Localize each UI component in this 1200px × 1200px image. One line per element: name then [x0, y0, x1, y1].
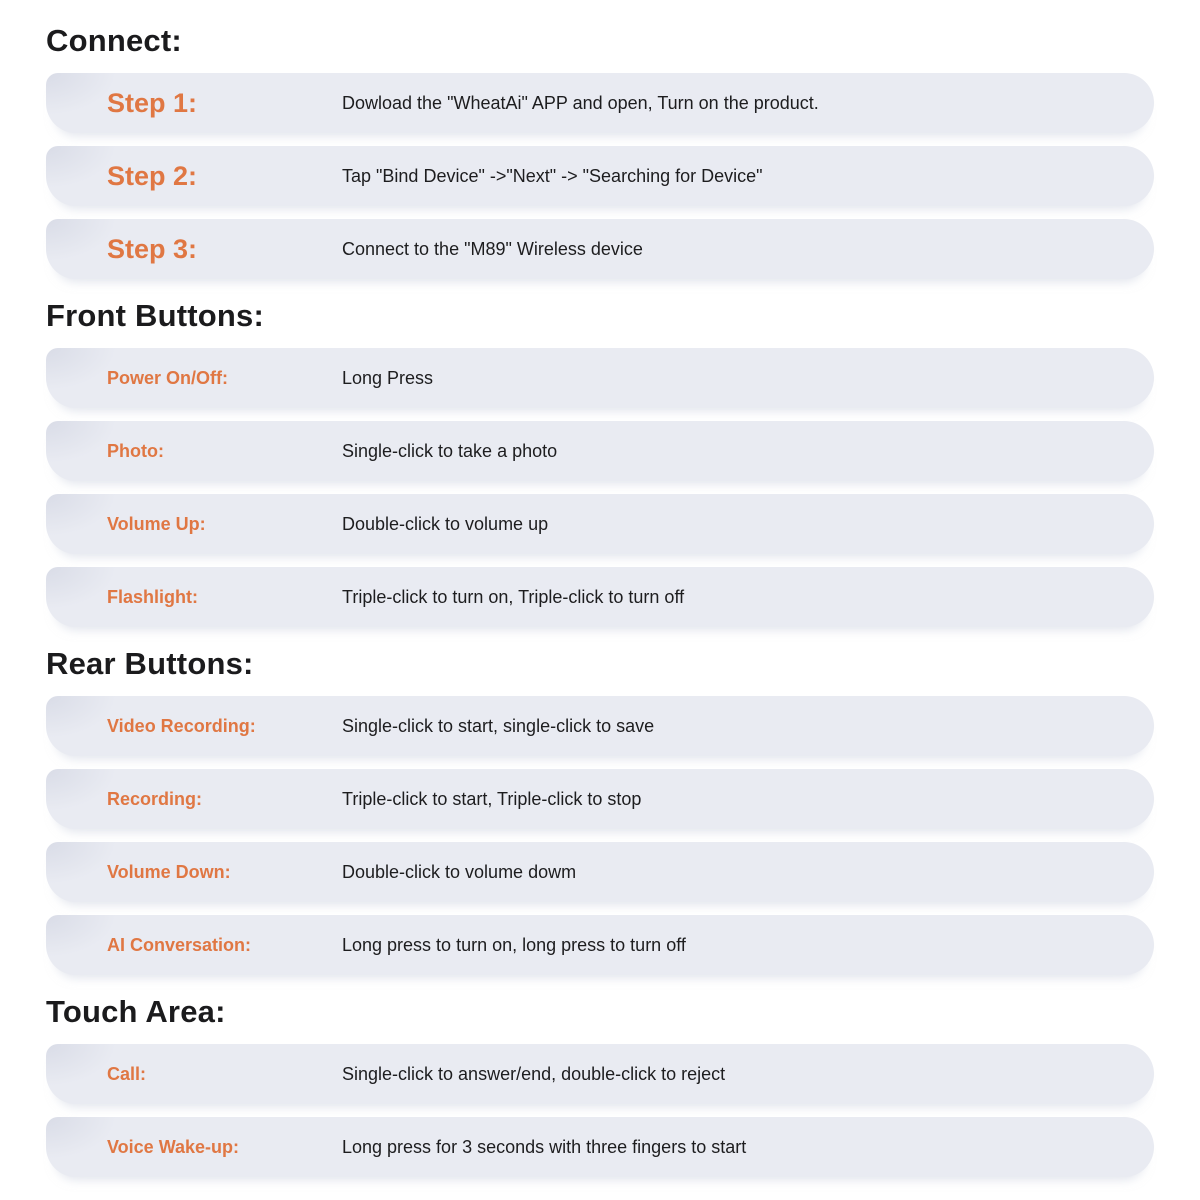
- row-label: Step 3:: [107, 233, 198, 264]
- row-description: Triple-click to start, Triple-click to stop: [342, 788, 642, 809]
- row-label: Volume Up:: [107, 513, 206, 534]
- row-label: Power On/Off:: [107, 367, 228, 388]
- section-touch-area: [46, 995, 1154, 1177]
- row-label: Step 2:: [107, 160, 198, 191]
- row-label: Flashlight:: [107, 586, 198, 607]
- instruction-row: [46, 73, 1154, 133]
- instruction-row: [46, 421, 1154, 481]
- row-description: Dowload the "WheatAi" APP and open, Turn on the product.: [342, 92, 819, 113]
- row-description: Single-click to answer/end, double-click to reject: [342, 1063, 726, 1084]
- row-description: Connect to the "M89" Wireless device: [342, 238, 643, 259]
- section-connect: [46, 24, 1154, 279]
- section-heading: Touch Area:: [46, 994, 226, 1029]
- row-description: Double-click to volume up: [342, 513, 549, 534]
- section-heading: Front Buttons:: [46, 298, 265, 333]
- section-heading: Connect:: [46, 23, 182, 58]
- row-label: Photo:: [107, 440, 164, 461]
- row-description: Long press for 3 seconds with three fingers to start: [342, 1136, 747, 1157]
- instruction-row: [46, 915, 1154, 975]
- row-label: Video Recording:: [107, 715, 256, 736]
- row-label: Recording:: [107, 788, 203, 809]
- instruction-row: [46, 348, 1154, 408]
- instruction-row: [46, 842, 1154, 902]
- row-description: Long Press: [342, 367, 434, 388]
- row-label: Call:: [107, 1063, 147, 1084]
- instruction-row: [46, 567, 1154, 627]
- instruction-row: [46, 1044, 1154, 1104]
- row-label: Volume Down:: [107, 861, 231, 882]
- row-label: AI Conversation:: [107, 934, 252, 955]
- section-front-buttons: [46, 299, 1154, 627]
- row-description: Tap "Bind Device" ->"Next" -> "Searching for Device": [342, 165, 763, 186]
- row-description: Double-click to volume dowm: [342, 861, 577, 882]
- section-rear-buttons: [46, 647, 1154, 975]
- row-description: Triple-click to turn on, Triple-click to turn off: [342, 586, 685, 607]
- instruction-row: [46, 146, 1154, 206]
- row-label: Step 1:: [107, 87, 198, 118]
- instruction-row: [46, 1117, 1154, 1177]
- instruction-row: [46, 219, 1154, 279]
- row-description: Long press to turn on, long press to turn off: [342, 934, 686, 955]
- row-label: Voice Wake-up:: [107, 1136, 240, 1157]
- instruction-row: [46, 769, 1154, 829]
- row-description: Single-click to take a photo: [342, 440, 558, 461]
- instruction-row: [46, 494, 1154, 554]
- section-heading: Rear Buttons:: [46, 646, 254, 681]
- row-description: Single-click to start, single-click to save: [342, 715, 655, 736]
- instruction-row: [46, 696, 1154, 756]
